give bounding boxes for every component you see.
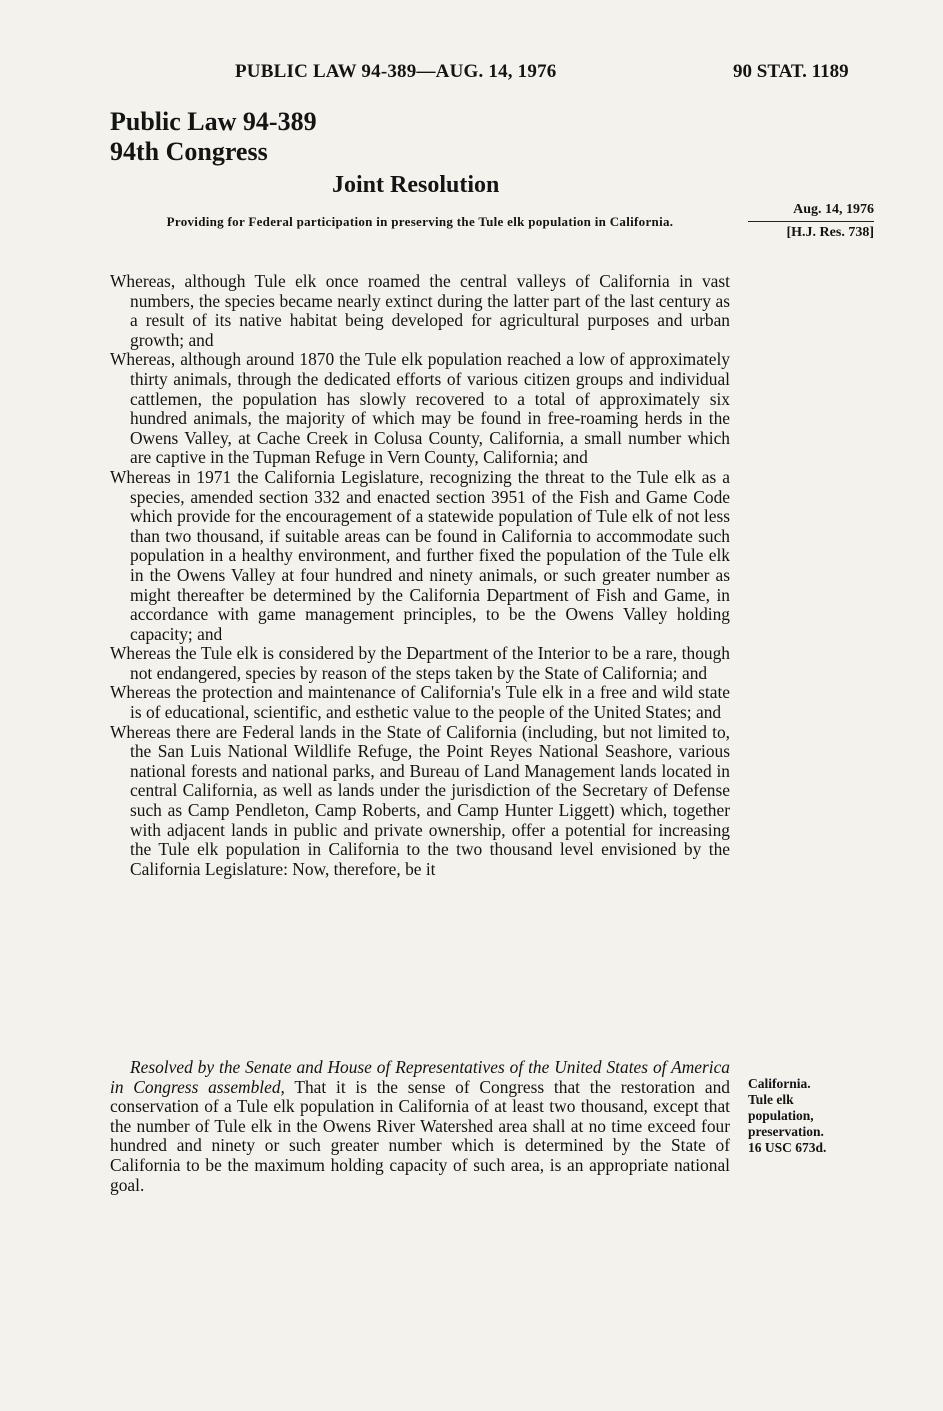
margin-note-line: preservation. <box>748 1124 824 1139</box>
whereas-clause: Whereas there are Federal lands in the State of California (including, but not limited to, the San Luis National Wildlife Refuge, the Point Reyes National Seashore, various national forests and national parks, and Bureau of Land Management lands located in central California, as well as lands under the jurisdiction of the Secretary of Defense such as Camp Pendleton, Camp Roberts, and Camp Hunter Liggett) which, together with adjacent lands in public and private ownership, offer a potential for increasing the Tule elk population in California to the two thousand level envisioned by the California Legislature: Now, therefore, be it <box>110 721 730 879</box>
law-number: Public Law 94-389 <box>110 107 317 136</box>
margin-note-line: California. <box>748 1076 811 1091</box>
whereas-clause: Whereas in 1971 the California Legislature, recognizing the threat to the Tule elk as a species, amended section 332 and enacted section 3951 of the Fish and Game Code which provide for the encouragement of a statewide population of Tule elk of not less than two thousand, if suitable areas can be found in California to accommodate such population in a healthy environment, and further fixed the population of the Tule elk in the Owens Valley at four hundred and ninety animals, or such greater number as might thereafter be determined by the California Department of Fish and Game, in accordance with game management principles, to be the Owens Valley holding capacity; and <box>110 466 730 644</box>
whereas-clause: Whereas, although Tule elk once roamed the central valleys of California in vast numbers, the species became nearly extinct during the latter part of the last century as a result of its native habitat being developed for agricultural purposes and urban growth; and <box>110 271 730 350</box>
congress-number: 94th Congress <box>110 137 268 166</box>
document-type-heading: Joint Resolution <box>332 172 500 198</box>
enacting-clause: Resolved by the Senate and House of Representatives of the United States of America in Congress assembled, <box>110 1057 730 1097</box>
purpose-statement: Providing for Federal participation in preserving the Tule elk population in California. <box>166 214 674 229</box>
whereas-clause: Whereas, although around 1870 the Tule elk population reached a low of approximately thirty animals, through the dedicated efforts of various citizen groups and individual cattlemen, the population has slowly recovered to a total of approximately six hundred animals, the majority of which may be found in free-roaming herds in the Owens Valley, at Cache Creek in Colusa County, California, a small number which are captive in the Tupman Refuge in Vern County, California; and <box>110 349 730 468</box>
preamble <box>110 272 730 879</box>
resolving-clause <box>110 1058 730 1195</box>
margin-subject-note <box>748 1076 868 1156</box>
bill-number: [H.J. Res. 738] <box>786 225 874 240</box>
margin-note-line: 16 USC 673d. <box>748 1140 827 1155</box>
margin-note-line: Tule elk <box>748 1092 794 1107</box>
margin-date-note <box>748 201 874 242</box>
margin-note-line: population, <box>748 1108 814 1123</box>
enactment-date: Aug. 14, 1976 <box>748 201 874 222</box>
whereas-clause: Whereas the Tule elk is considered by the Department of the Interior to be a rare, though not endangered, species by reason of the steps taken by the State of California; and <box>110 643 730 683</box>
running-head: PUBLIC LAW 94-389—AUG. 14, 1976 <box>235 61 557 82</box>
resolution-body: That it is the sense of Congress that the restoration and conservation of a Tule elk population in California of at least two thousand, except that the number of Tule elk in the Owens River Watershed area shall at no time exceed four hundred and ninety or such greater number which is determined by the State of California to be the maximum holding capacity of such area, is an appropriate national goal. <box>110 1076 730 1195</box>
whereas-clause: Whereas the protection and maintenance of California's Tule elk in a free and wild state is of educational, scientific, and esthetic value to the people of the United States; and <box>110 682 730 723</box>
page-number: 90 STAT. 1189 <box>733 61 849 82</box>
